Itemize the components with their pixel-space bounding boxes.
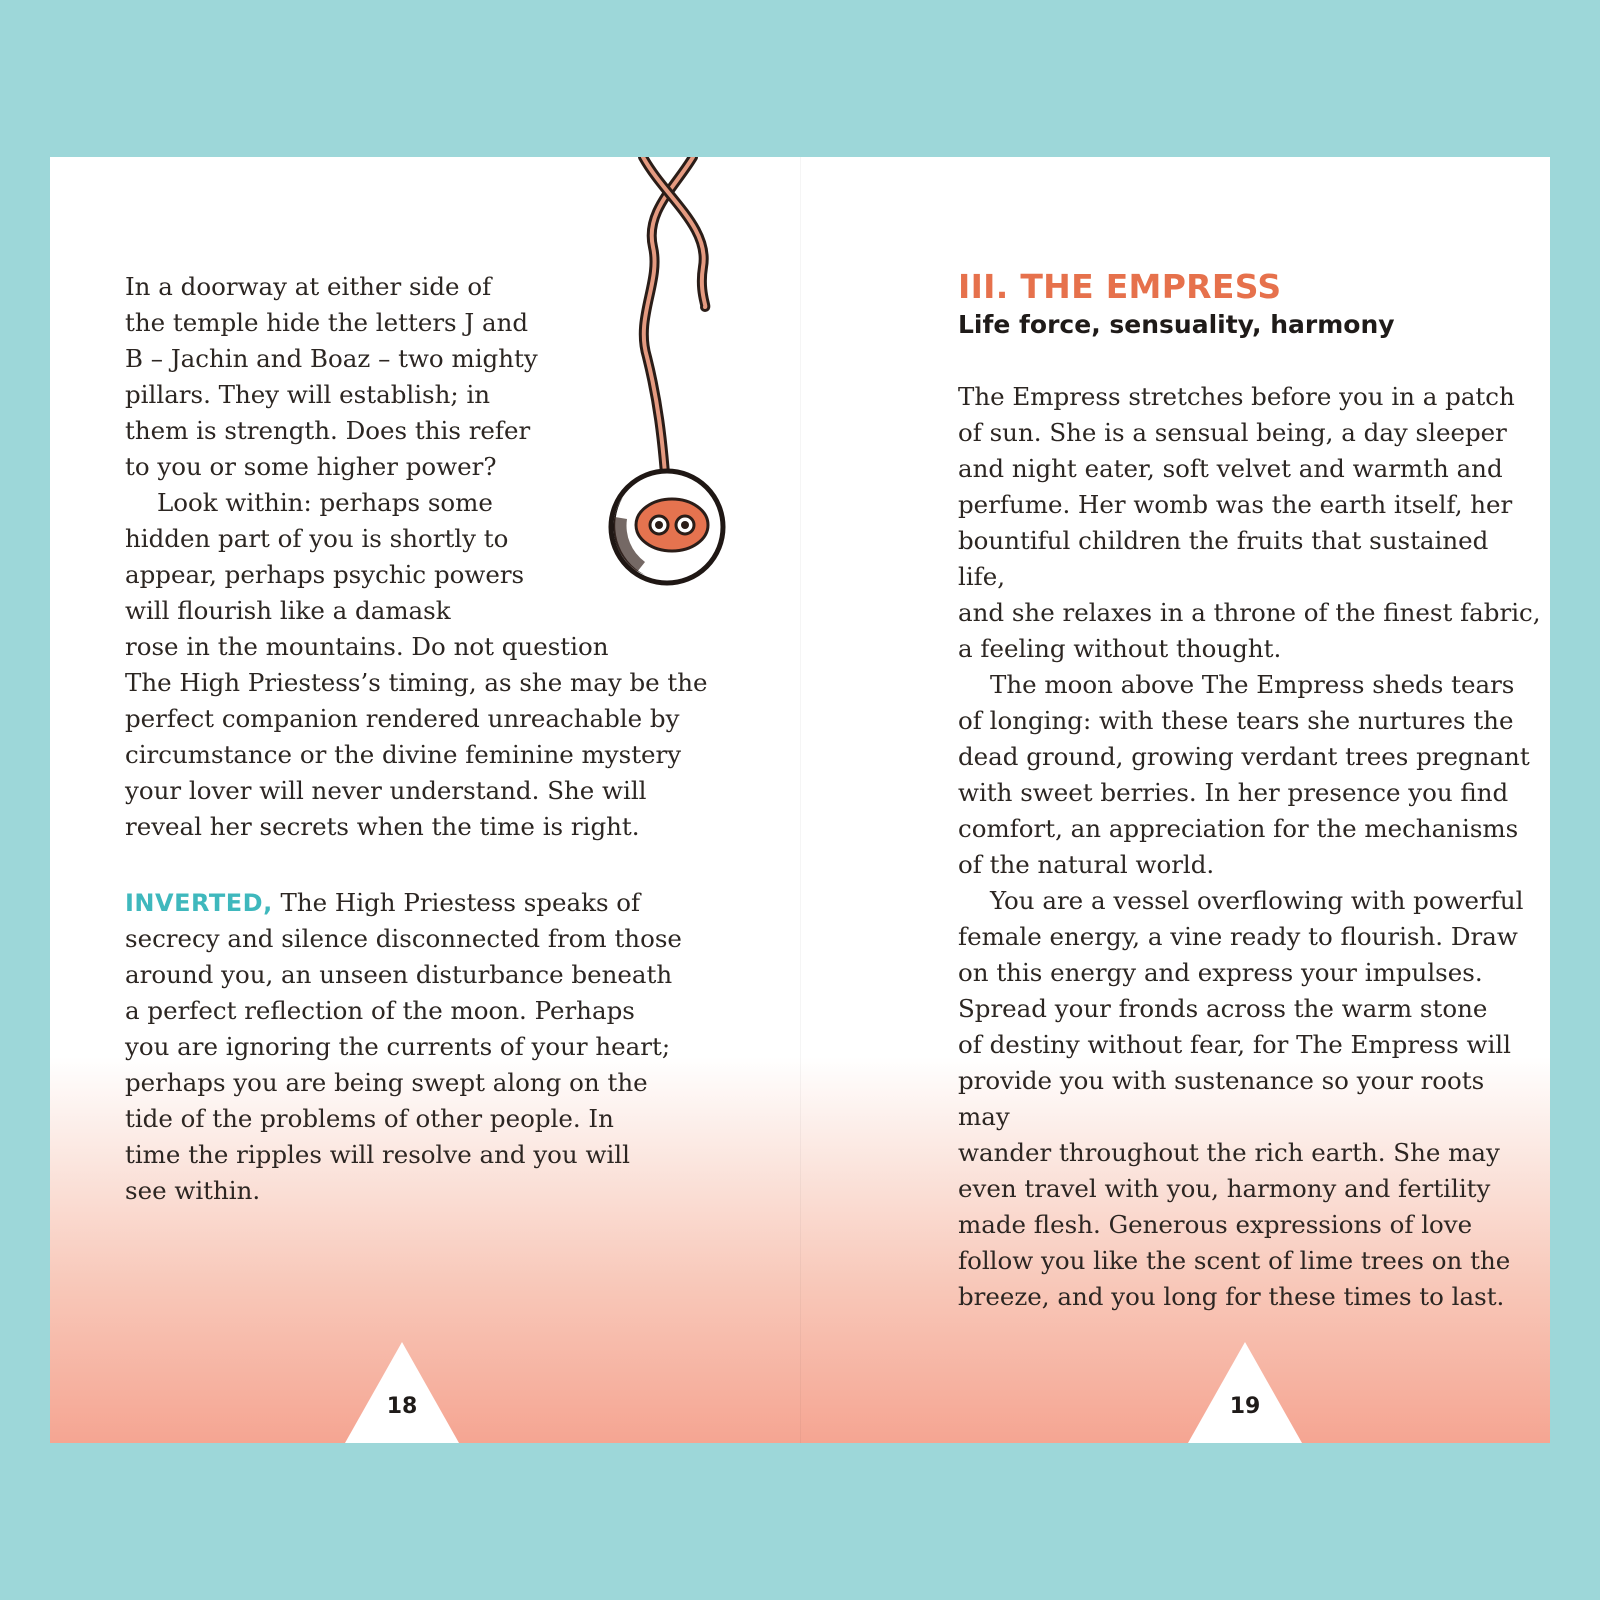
left-page [50, 157, 800, 1443]
inverted-section [125, 885, 735, 1209]
inverted-label: INVERTED, [125, 889, 273, 917]
right-body [958, 379, 1543, 1315]
left-paragraph-2: Look within: perhaps some hidden part of you is shortly to appear, perhaps psychic powers will flourish like a damask rose in the mountains. Do not question The High Priestess’s timing, as she may be the perfect companion rendered unreachable by circumstance or the divine feminine mystery your lover will never understand. She will reveal her secrets when the time is right. [125, 488, 708, 841]
page-number-right: 19 [1229, 1394, 1261, 1419]
left-body [125, 269, 735, 845]
triangle-folio-icon [345, 1342, 459, 1443]
right-paragraph-2: The moon above The Empress sheds tears of longing: with these tears she nurtures the dead ground, growing verdant trees pregnant with sweet berries. In her presence you find comfort, an appreciation for the mechanisms of the natural world. [958, 670, 1530, 879]
page-number-left: 18 [386, 1394, 418, 1419]
book-spread [50, 157, 1550, 1443]
folio-left [345, 1342, 459, 1443]
page-subtitle: Life force, sensuality, harmony [958, 310, 1395, 339]
inverted-paragraph [125, 885, 735, 1209]
right-paragraph-1: The Empress stretches before you in a patch of sun. She is a sensual being, a day sleeper and night eater, soft velvet and warmth and perfume. Her womb was the earth itself, her bountiful children the fruits that sustained life, and she relaxes in a throne of the finest fabric, a feeling without thought. [958, 382, 1541, 663]
inverted-text: The High Priestess speaks of secrecy and silence disconnected from those around you, an unseen disturbance beneath a perfect reflection of the moon. Perhaps you are ignoring the currents of your heart; perhaps you are being swept along on the tide of the problems of other people. In time the ripples will resolve and you will see within. [125, 888, 682, 1205]
page-title: III. THE EMPRESS [958, 267, 1282, 306]
left-paragraph-1: In a doorway at either side of the temple hide the letters J and B – Jachin and Boaz – two mighty pillars. They will establish; in them is strength. Does this refer to you or some higher power? [125, 272, 538, 481]
right-page [800, 157, 1550, 1443]
folio-right [1188, 1342, 1302, 1443]
right-paragraph-3: You are a vessel overflowing with powerful female energy, a vine ready to flourish. Draw on this energy and express your impulses. Spread your fronds across the warm stone of destiny without fear, for The Empress will provide you with sustenance so your roots may wander throughout the rich earth. She may even travel with you, harmony and fertility made flesh. Generous expressions of love follow you like the scent of lime trees on the breeze, and you long for these times to last. [958, 886, 1524, 1311]
triangle-folio-icon [1188, 1342, 1302, 1443]
